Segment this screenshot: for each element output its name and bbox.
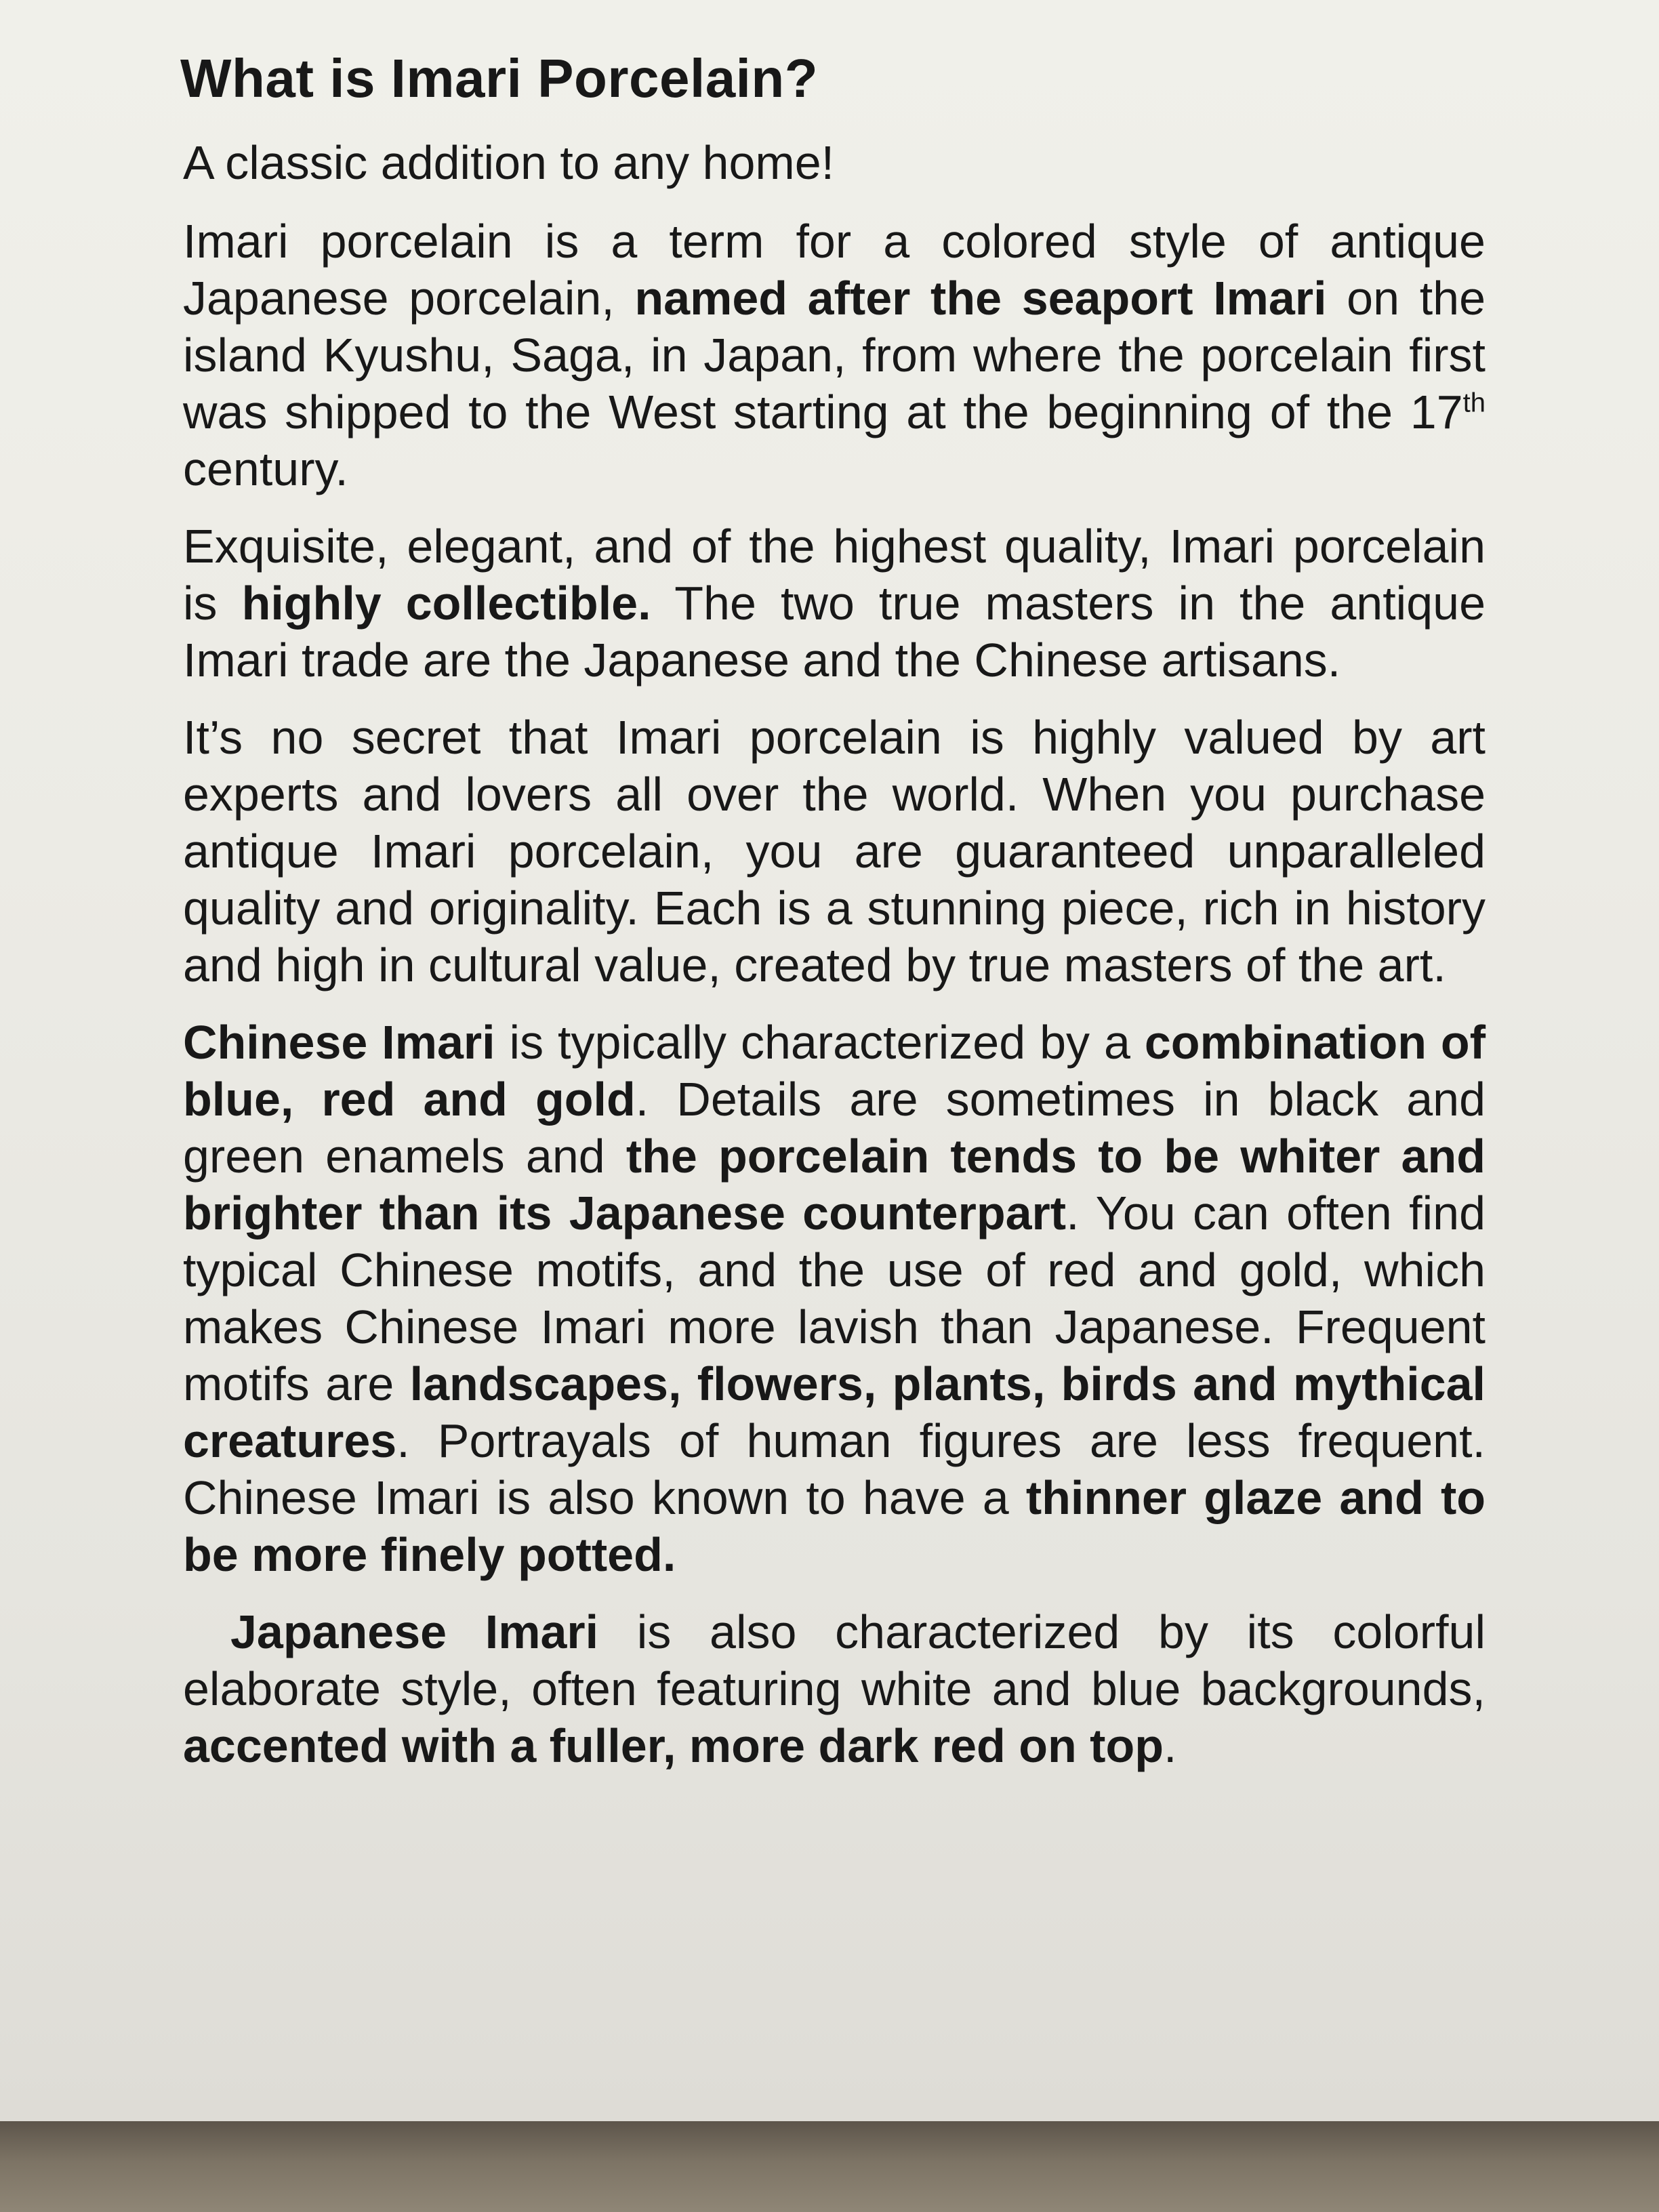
bold-text: Japanese Imari xyxy=(230,1605,599,1658)
text-run: . Portrayals of human figures are less frequent. Chinese Imari is also known to have a xyxy=(183,1414,1486,1524)
text-run: The two true masters in the antique Imari trade are the Japanese and the Chinese artisans. xyxy=(183,577,1486,687)
text-run: Exquisite, elegant, and of the highest quality, Imari porcelain is xyxy=(183,520,1486,630)
superscript: th xyxy=(1462,388,1486,418)
paragraph-collectible xyxy=(183,518,1486,689)
paragraph-value xyxy=(183,709,1486,994)
text-run: . xyxy=(1164,1719,1177,1772)
text-run: on the island Kyushu, Saga, in Japan, from where the porcelain first was shipped to the West starting at the beginning of the 17 xyxy=(183,272,1486,438)
document-content xyxy=(178,47,1486,1795)
bold-text: highly collectible. xyxy=(241,577,651,630)
bold-text: accented with a fuller, more dark red on top xyxy=(183,1719,1164,1772)
text-run: century. xyxy=(183,443,348,495)
paragraph-chinese-imari xyxy=(183,1014,1486,1583)
bold-text: landscapes, flowers, plants, birds and mythical creatures xyxy=(183,1357,1486,1467)
text-run: Imari porcelain is a term for a colored style of antique Japanese porcelain, xyxy=(183,215,1486,325)
bold-text: combination of blue, red and gold xyxy=(183,1016,1486,1126)
text-run: is also characterized by its colorful elaborate style, often featuring white and blue backgrounds, xyxy=(183,1605,1486,1715)
paragraph-origin xyxy=(183,213,1486,497)
table-surface xyxy=(0,2121,1659,2212)
document-subtitle: A classic addition to any home! xyxy=(183,136,835,189)
paragraph-japanese-imari xyxy=(183,1603,1486,1774)
bold-text: named after the seaport Imari xyxy=(634,272,1327,325)
bold-text: Chinese Imari xyxy=(183,1016,495,1069)
bold-text: thinner glaze and to be more finely potted. xyxy=(183,1471,1486,1581)
text-run: . Details are sometimes in black and green enamels and xyxy=(183,1073,1486,1183)
text-run: . You can often find typical Chinese motifs, and the use of red and gold, which makes Chinese Imari more lavish than Japanese. Frequent motifs are xyxy=(183,1187,1486,1410)
text-run: It’s no secret that Imari porcelain is highly valued by art experts and lovers all over the world. When you purchase antique Imari porcelain, you are guaranteed unparalleled quality and originality. Each is a stunning piece, rich in history and high in cultural value, created by true masters of the art. xyxy=(183,711,1486,991)
text-run: is typically characterized by a xyxy=(495,1016,1145,1069)
document-title: What is Imari Porcelain? xyxy=(180,48,819,108)
bold-text: the porcelain tends to be whiter and brighter than its Japanese counterpart xyxy=(183,1130,1486,1240)
